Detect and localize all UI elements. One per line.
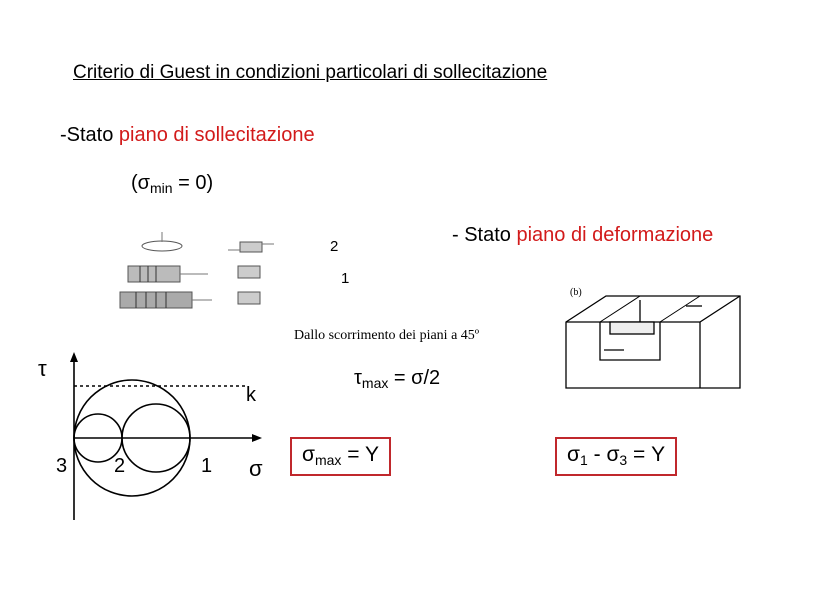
eq-right-s1: σ <box>567 443 580 466</box>
row1-block <box>240 242 262 252</box>
eq-right-mid: - <box>587 443 607 466</box>
plane-strain-prefix: - Stato <box>452 224 517 246</box>
right-figure-caption: Dallo scorrimento dei piani a 45º <box>294 328 480 343</box>
eq-right-sub1: 1 <box>579 452 588 468</box>
sigma-min-sub: min <box>150 180 173 196</box>
sigma-min-rest: = 0) <box>172 172 214 194</box>
tau-max-rest: = σ/2 <box>388 367 441 389</box>
plane-stress-highlight: piano di sollecitazione <box>118 124 315 146</box>
mohr-label-3: 3 <box>56 455 68 477</box>
left-figure-sketch <box>120 232 274 308</box>
right-figure-label-b: (b) <box>570 287 582 298</box>
sigma-min-open: ( <box>131 172 138 194</box>
tau-axis-label: τ <box>38 356 47 381</box>
mohr-label-k: k <box>246 384 256 406</box>
plane-stress-prefix: -Stato <box>60 124 119 146</box>
right-figure-block <box>566 296 740 388</box>
eq-right-sub3: 3 <box>619 452 628 468</box>
row2-cylinder <box>128 266 180 282</box>
sigma-min-symbol: σ <box>137 172 151 194</box>
block-outline <box>566 296 740 388</box>
punch <box>610 322 654 334</box>
left-figure-label-2: 2 <box>330 238 339 255</box>
eq-left-symbol: σ <box>302 443 315 466</box>
sigma-axis-arrowhead <box>252 434 262 442</box>
page-title: Criterio di Guest in condizioni particolari di sollecitazione <box>73 62 548 83</box>
plane-strain-highlight: piano di deformazione <box>516 224 714 246</box>
eq-right-rest: = Y <box>627 443 666 466</box>
eq-right-s3: σ <box>606 443 620 466</box>
row3-block <box>238 292 260 304</box>
tau-max-sub: max <box>361 375 389 391</box>
left-figure-label-1: 1 <box>341 270 350 287</box>
tau-axis-arrowhead <box>70 352 78 362</box>
tau-max-symbol: τ <box>354 367 362 389</box>
row2-block <box>238 266 260 278</box>
mohr-label-2: 2 <box>114 455 126 477</box>
mohr-diagram <box>70 352 262 520</box>
eq-left-rest: = Y <box>341 443 379 466</box>
sigma-axis-label: σ <box>249 456 263 481</box>
row1-disk <box>142 241 182 251</box>
eq-left-sub: max <box>314 452 342 468</box>
mohr-label-1: 1 <box>201 455 213 477</box>
